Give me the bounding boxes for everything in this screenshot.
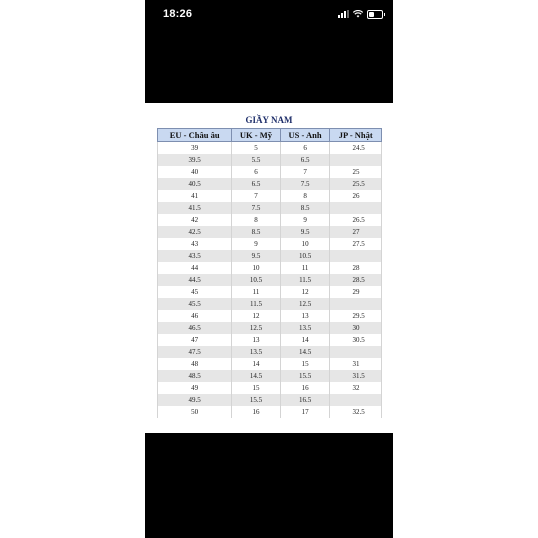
cell-us: 7 <box>280 166 330 178</box>
cell-jp: 28.5 <box>330 274 382 286</box>
cell-uk: 10 <box>232 262 280 274</box>
cell-uk: 10.5 <box>232 274 280 286</box>
cell-jp <box>330 154 382 166</box>
cell-eu: 39.5 <box>158 154 232 166</box>
cell-uk: 15.5 <box>232 394 280 406</box>
battery-icon <box>367 10 383 19</box>
table-row <box>158 262 382 274</box>
table-row <box>158 322 382 334</box>
cell-uk: 9.5 <box>232 250 280 262</box>
header-jp: JP - Nhật <box>330 129 382 142</box>
cell-uk: 15 <box>232 382 280 394</box>
cell-eu: 42.5 <box>158 226 232 238</box>
cell-uk: 5.5 <box>232 154 280 166</box>
cell-uk: 11.5 <box>232 298 280 310</box>
cell-jp: 31 <box>330 358 382 370</box>
cell-jp: 27 <box>330 226 382 238</box>
cell-jp: 29.5 <box>330 310 382 322</box>
cell-jp <box>330 250 382 262</box>
cell-jp <box>330 202 382 214</box>
cell-eu: 46.5 <box>158 322 232 334</box>
cell-us: 9 <box>280 214 330 226</box>
cell-uk: 5 <box>232 142 280 155</box>
cell-uk: 6 <box>232 166 280 178</box>
status-bar <box>145 0 393 30</box>
cell-jp: 32.5 <box>330 406 382 418</box>
phone-screen <box>145 0 393 538</box>
chart-title: GIẦY NAM <box>245 115 293 125</box>
table-row <box>158 382 382 394</box>
cell-eu: 48 <box>158 358 232 370</box>
cell-us: 10 <box>280 238 330 250</box>
table-row <box>158 298 382 310</box>
cell-uk: 11 <box>232 286 280 298</box>
cell-us: 7.5 <box>280 178 330 190</box>
cell-eu: 44 <box>158 262 232 274</box>
cell-jp: 24.5 <box>330 142 382 155</box>
cell-us: 6.5 <box>280 154 330 166</box>
cell-eu: 39 <box>158 142 232 155</box>
cell-eu: 44.5 <box>158 274 232 286</box>
cell-uk: 14 <box>232 358 280 370</box>
cell-uk: 12.5 <box>232 322 280 334</box>
cellular-signal-icon <box>338 10 349 18</box>
cell-eu: 49 <box>158 382 232 394</box>
header-us: US - Anh <box>280 129 330 142</box>
status-icons <box>338 9 383 19</box>
cell-jp: 31.5 <box>330 370 382 382</box>
cell-us: 13 <box>280 310 330 322</box>
cell-eu: 47 <box>158 334 232 346</box>
cell-uk: 12 <box>232 310 280 322</box>
cell-uk: 7 <box>232 190 280 202</box>
cell-uk: 16 <box>232 406 280 418</box>
cell-jp: 30.5 <box>330 334 382 346</box>
table-row <box>158 226 382 238</box>
table-row <box>158 334 382 346</box>
cell-eu: 40.5 <box>158 178 232 190</box>
table-row <box>158 358 382 370</box>
size-chart-image <box>145 103 393 433</box>
cell-jp: 26.5 <box>330 214 382 226</box>
header-eu: EU - Châu âu <box>158 129 232 142</box>
cell-uk: 14.5 <box>232 370 280 382</box>
table-row <box>158 250 382 262</box>
cell-uk: 8 <box>232 214 280 226</box>
cell-us: 10.5 <box>280 250 330 262</box>
table-row <box>158 394 382 406</box>
cell-us: 13.5 <box>280 322 330 334</box>
cell-eu: 41.5 <box>158 202 232 214</box>
cell-us: 16 <box>280 382 330 394</box>
cell-eu: 50 <box>158 406 232 418</box>
table-row <box>158 154 382 166</box>
cell-us: 9.5 <box>280 226 330 238</box>
cell-jp: 29 <box>330 286 382 298</box>
cell-jp: 25 <box>330 166 382 178</box>
cell-eu: 42 <box>158 214 232 226</box>
cell-jp: 26 <box>330 190 382 202</box>
status-time: 18:26 <box>163 8 193 20</box>
table-row <box>158 214 382 226</box>
cell-eu: 47.5 <box>158 346 232 358</box>
cell-eu: 45.5 <box>158 298 232 310</box>
cell-us: 14 <box>280 334 330 346</box>
cell-us: 8.5 <box>280 202 330 214</box>
cell-eu: 48.5 <box>158 370 232 382</box>
cell-eu: 43 <box>158 238 232 250</box>
table-row <box>158 406 382 418</box>
cell-us: 15 <box>280 358 330 370</box>
cell-us: 11 <box>280 262 330 274</box>
cell-eu: 46 <box>158 310 232 322</box>
table-row <box>158 238 382 250</box>
cell-uk: 8.5 <box>232 226 280 238</box>
cell-jp: 28 <box>330 262 382 274</box>
cell-us: 8 <box>280 190 330 202</box>
table-row <box>158 178 382 190</box>
cell-us: 16.5 <box>280 394 330 406</box>
cell-uk: 6.5 <box>232 178 280 190</box>
table-row <box>158 166 382 178</box>
cell-jp: 32 <box>330 382 382 394</box>
table-row <box>158 190 382 202</box>
cell-eu: 40 <box>158 166 232 178</box>
cell-us: 14.5 <box>280 346 330 358</box>
table-row <box>158 142 382 155</box>
table-row <box>158 346 382 358</box>
cell-uk: 9 <box>232 238 280 250</box>
table-row <box>158 202 382 214</box>
cell-eu: 43.5 <box>158 250 232 262</box>
cell-uk: 13.5 <box>232 346 280 358</box>
cell-eu: 41 <box>158 190 232 202</box>
table-row <box>158 310 382 322</box>
cell-uk: 13 <box>232 334 280 346</box>
table-row <box>158 286 382 298</box>
cell-jp <box>330 298 382 310</box>
wifi-icon <box>353 10 363 18</box>
table-header-row <box>158 129 382 142</box>
cell-eu: 49.5 <box>158 394 232 406</box>
cell-jp: 25.5 <box>330 178 382 190</box>
table-row <box>158 274 382 286</box>
size-table <box>157 128 382 418</box>
cell-us: 12 <box>280 286 330 298</box>
cell-us: 12.5 <box>280 298 330 310</box>
header-uk: UK - Mỹ <box>232 129 280 142</box>
cell-jp: 27.5 <box>330 238 382 250</box>
cell-jp <box>330 346 382 358</box>
cell-jp <box>330 394 382 406</box>
cell-us: 15.5 <box>280 370 330 382</box>
cell-eu: 45 <box>158 286 232 298</box>
cell-us: 17 <box>280 406 330 418</box>
table-row <box>158 370 382 382</box>
cell-uk: 7.5 <box>232 202 280 214</box>
cell-jp: 30 <box>330 322 382 334</box>
cell-us: 6 <box>280 142 330 155</box>
cell-us: 11.5 <box>280 274 330 286</box>
